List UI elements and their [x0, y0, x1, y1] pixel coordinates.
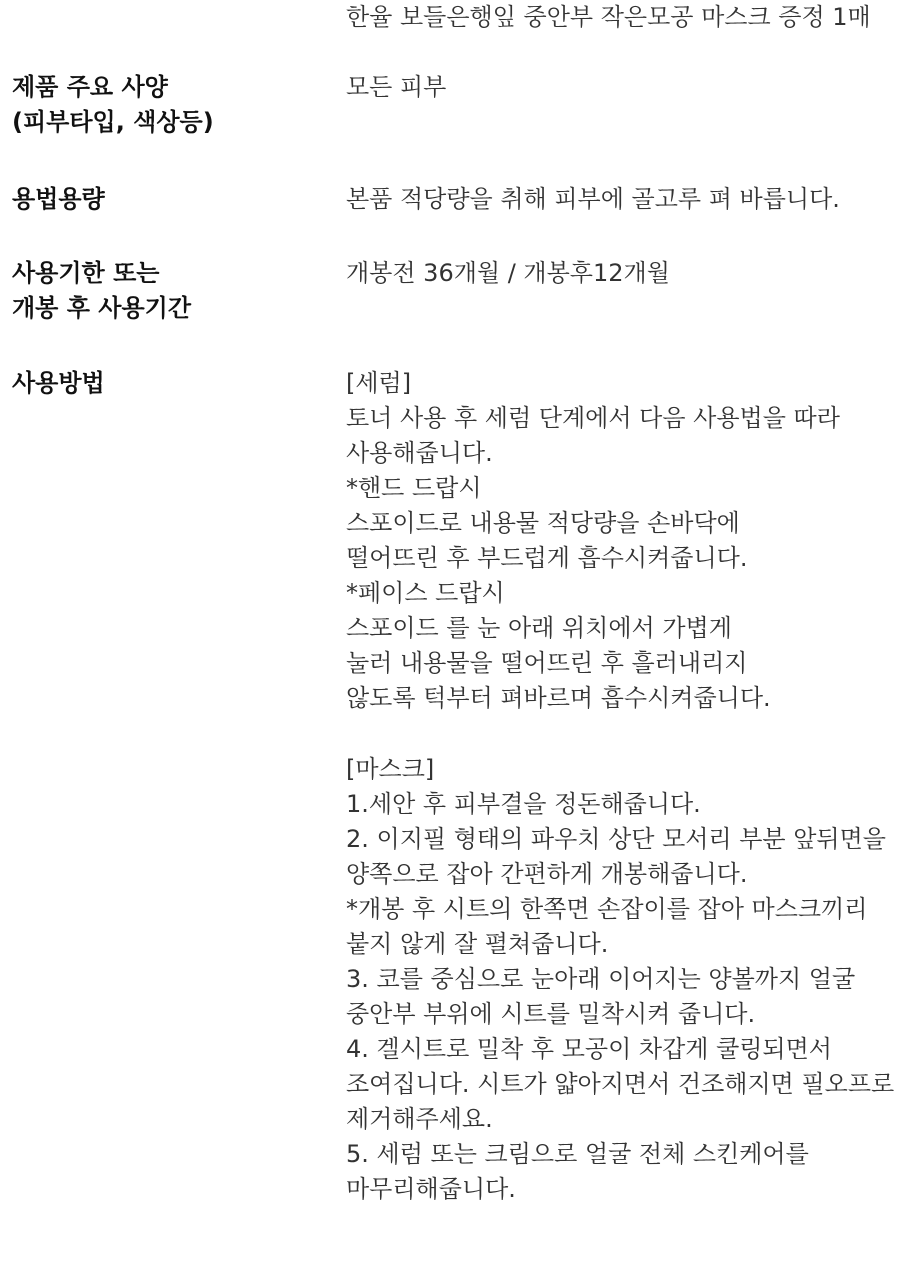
spec-value-line: 개봉전 36개월 / 개봉후12개월 — [346, 259, 670, 287]
mask-line: *개봉 후 시트의 한쪽면 손잡이를 잡아 마스크끼리 — [346, 895, 868, 923]
mask-line: 조여집니다. 시트가 얇아지면서 건조해지면 필오프로 — [346, 1070, 895, 1098]
spec-value — [346, 182, 896, 217]
serum-line: 떨어뜨린 후 부드럽게 흡수시켜줍니다. — [346, 544, 748, 572]
mask-line: 중안부 부위에 시트를 밀착시켜 줍니다. — [346, 1000, 756, 1028]
serum-line: 스포이드 를 눈 아래 위치에서 가볍게 — [346, 614, 732, 642]
serum-line: 눌러 내용물을 떨어뜨린 후 흘러내리지 — [346, 649, 748, 677]
spec-value-line: 본품 적당량을 취해 피부에 골고루 펴 바릅니다. — [346, 185, 840, 213]
mask-line: 5. 세럼 또는 크림으로 얼굴 전체 스킨케어를 — [346, 1140, 809, 1168]
spec-label-line: (피부타입, 색상등) — [12, 108, 214, 136]
mask-line: 1.세안 후 피부결을 정돈해줍니다. — [346, 790, 701, 818]
serum-line: *핸드 드랍시 — [346, 474, 482, 502]
spec-value-line: 모든 피부 — [346, 73, 447, 101]
serum-line: 않도록 턱부터 펴바르며 흡수시켜줍니다. — [346, 684, 771, 712]
serum-line: *페이스 드랍시 — [346, 579, 505, 607]
serum-line: 스포이드로 내용물 적당량을 손바닥에 — [346, 509, 740, 537]
spec-label — [12, 256, 332, 326]
serum-line: 토너 사용 후 세럼 단계에서 다음 사용법을 따라 — [346, 404, 840, 432]
mask-line: 붙지 않게 잘 펼쳐줍니다. — [346, 930, 609, 958]
spec-value — [346, 256, 896, 291]
mask-line: 3. 코를 중심으로 눈아래 이어지는 양볼까지 얼굴 — [346, 965, 856, 993]
serum-line: [세럼] — [346, 369, 412, 397]
mask-line: [마스크] — [346, 755, 435, 783]
mask-line: 4. 겔시트로 밀착 후 모공이 차갑게 쿨링되면서 — [346, 1035, 832, 1063]
spec-label-line: 사용기한 또는 — [12, 259, 160, 287]
spec-label — [12, 70, 332, 140]
serum-line: 사용해줍니다. — [346, 439, 493, 467]
mask-line: 2. 이지필 형태의 파우치 상단 모서리 부분 앞뒤면을 — [346, 825, 886, 853]
section-gap — [346, 716, 896, 752]
spec-label-line: 개봉 후 사용기간 — [12, 294, 191, 322]
spec-label — [12, 366, 332, 401]
spec-label-line: 제품 주요 사양 — [12, 73, 168, 101]
spec-value — [346, 70, 896, 105]
spec-label-line: 용법용량 — [12, 185, 105, 213]
spec-label — [12, 182, 332, 217]
spec-label-line: 사용방법 — [12, 369, 105, 397]
mask-line: 양쪽으로 잡아 간편하게 개봉해줍니다. — [346, 860, 748, 888]
gift-note: 한율 보들은행잎 중안부 작은모공 마스크 증정 1매 — [346, 3, 871, 31]
mask-line: 마무리해줍니다. — [346, 1175, 516, 1203]
mask-line: 제거해주세요. — [346, 1105, 493, 1133]
spec-value-how-to-use — [346, 366, 896, 1207]
